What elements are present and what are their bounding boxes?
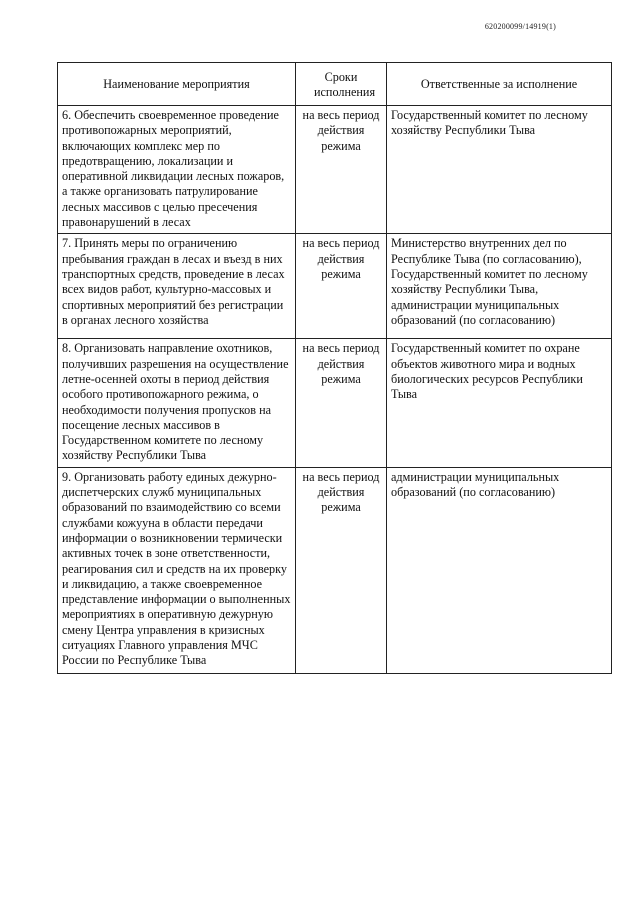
activity-cell: 6. Обеспечить своевременное проведение противопожарных мероприятий, включающих комплекс мер по предотвращению, локализации и оперативной ликвидации лесных пожаров, а также организовать патрулирование лесных массивов с целью пресечения правонарушений в лесах (58, 106, 296, 234)
responsible-cell: Государственный комитет по лесному хозяйству Республики Тыва (387, 106, 612, 234)
responsible-cell: администрации муниципальных образований (по согласованию) (387, 467, 612, 673)
responsible-cell: Государственный комитет по охране объектов животного мира и водных биологических ресурсов Республики Тыва (387, 339, 612, 467)
activity-cell: 8. Организовать направление охотников, получивших разрешения на осуществление летне-осенней охоты в период действия особого противопожарного режима, о необходимости получения пропусков на посещение лесных массивов в Государственном комитете по лесному хозяйству Республики Тыва (58, 339, 296, 467)
table-header-row (58, 63, 612, 106)
table-row (58, 339, 612, 467)
header-responsible: Ответственные за исполнение (387, 63, 612, 106)
period-cell: на весь период действия режима (296, 106, 387, 234)
table-row (58, 234, 612, 339)
activity-cell: 9. Организовать работу единых дежурно-диспетчерских служб муниципальных образований по взаимодействию со всеми службами кожууна в области передачи информации о возникновении термически активных точек в зоне ответственности, реагирования сил и средств на их проверку и ликвидацию, а также своевременное представление информации о выполненных мероприятиях в оперативную дежурную смену Центра управления в кризисных ситуациях Главного управления МЧС России по Республике Тыва (58, 467, 296, 673)
responsible-cell: Министерство внутренних дел по Республике Тыва (по согласованию), Государственный комитет по лесному хозяйству Республики Тыва, администрации муниципальных образований (по согласованию) (387, 234, 612, 339)
header-activity: Наименование мероприятия (58, 63, 296, 106)
header-period: Сроки исполнения (296, 63, 387, 106)
table-row (58, 467, 612, 673)
period-cell: на весь период действия режима (296, 339, 387, 467)
measures-table (57, 62, 612, 674)
period-cell: на весь период действия режима (296, 467, 387, 673)
period-cell: на весь период действия режима (296, 234, 387, 339)
activity-cell: 7. Принять меры по ограничению пребывания граждан в лесах и въезд в них транспортных средств, проведение в лесах всех видов работ, культурно-массовых и спортивных мероприятий без регистрации в органах лесного хозяйства (58, 234, 296, 339)
document-number: 620200099/14919(1) (484, 22, 556, 31)
table-row (58, 106, 612, 234)
